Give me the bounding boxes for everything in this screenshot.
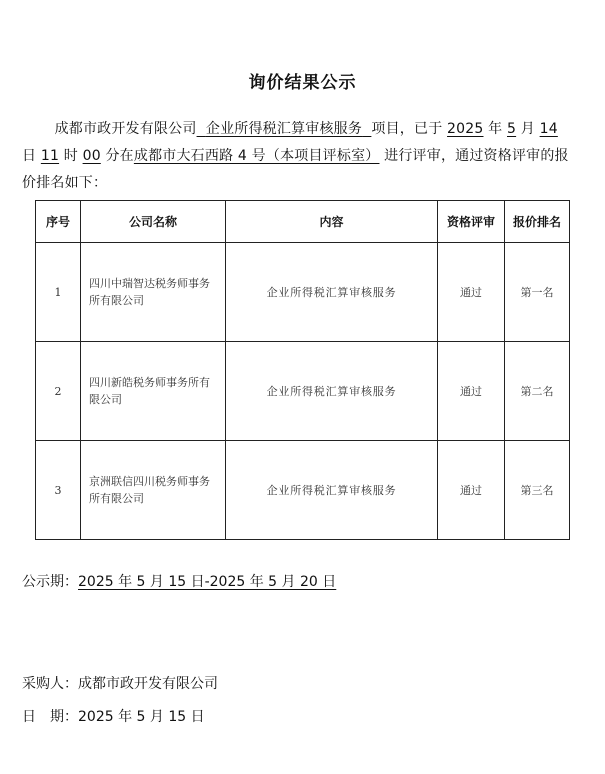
period-value: 2025 年 5 月 15 日-2025 年 5 月 20 日 [78,574,337,590]
intro-project: 企业所得税汇算审核服务 [205,121,363,137]
intro-paragraph [22,116,582,197]
header-no: 序号 [36,201,81,243]
intro-text-1: 项目，已于 [371,121,443,137]
quote-ranking-table [35,200,570,540]
header-rank: 报价排名 [505,201,570,243]
table-row [36,441,570,540]
intro-org: 成都市政开发有限公司 [54,121,197,137]
intro-month-unit: 月 [520,121,535,137]
row-no: 3 [36,441,81,540]
row-rank: 第二名 [505,342,570,441]
row-review: 通过 [438,441,505,540]
table-row [36,342,570,441]
table-row [36,243,570,342]
row-review: 通过 [438,243,505,342]
date-value: 2025 年 5 月 15 日 [78,709,205,725]
row-no: 2 [36,342,81,441]
intro-month: 5 [507,121,517,137]
intro-day-unit: 日 [22,148,37,164]
row-company: 四川中瑞智达税务师事务所有限公司 [81,243,226,342]
intro-hour-unit: 时 [63,148,78,164]
intro-text-2: 进行评审，通过资格评审的报价排名如下： [22,148,569,191]
row-no: 1 [36,243,81,342]
intro-year: 2025 [447,121,484,137]
intro-location: 成都市大石西路 4 号（本项目评标室） [133,148,380,164]
table-header-row [36,201,570,243]
purchaser [22,673,218,693]
header-review: 资格评审 [438,201,505,243]
header-company: 公司名称 [81,201,226,243]
intro-minute: 00 [82,148,101,164]
document-date [22,706,205,726]
row-content: 企业所得税汇算审核服务 [226,342,438,441]
buyer-label: 采购人： [22,676,78,692]
intro-year-unit: 年 [488,121,503,137]
row-content: 企业所得税汇算审核服务 [226,243,438,342]
row-rank: 第三名 [505,441,570,540]
intro-hour: 11 [40,148,60,164]
intro-minute-unit: 分在 [105,148,134,164]
period-label: 公示期： [22,574,78,590]
document-title: 询价结果公示 [248,73,357,93]
row-company: 四川新皓税务师事务所有限公司 [81,342,226,441]
row-rank: 第一名 [505,243,570,342]
row-content: 企业所得税汇算审核服务 [226,441,438,540]
publicity-period [22,571,336,591]
buyer-value: 成都市政开发有限公司 [78,676,218,692]
date-label: 日 期： [22,709,78,725]
row-company: 京洲联信四川税务师事务所有限公司 [81,441,226,540]
header-content: 内容 [226,201,438,243]
row-review: 通过 [438,342,505,441]
intro-day: 14 [539,121,558,137]
